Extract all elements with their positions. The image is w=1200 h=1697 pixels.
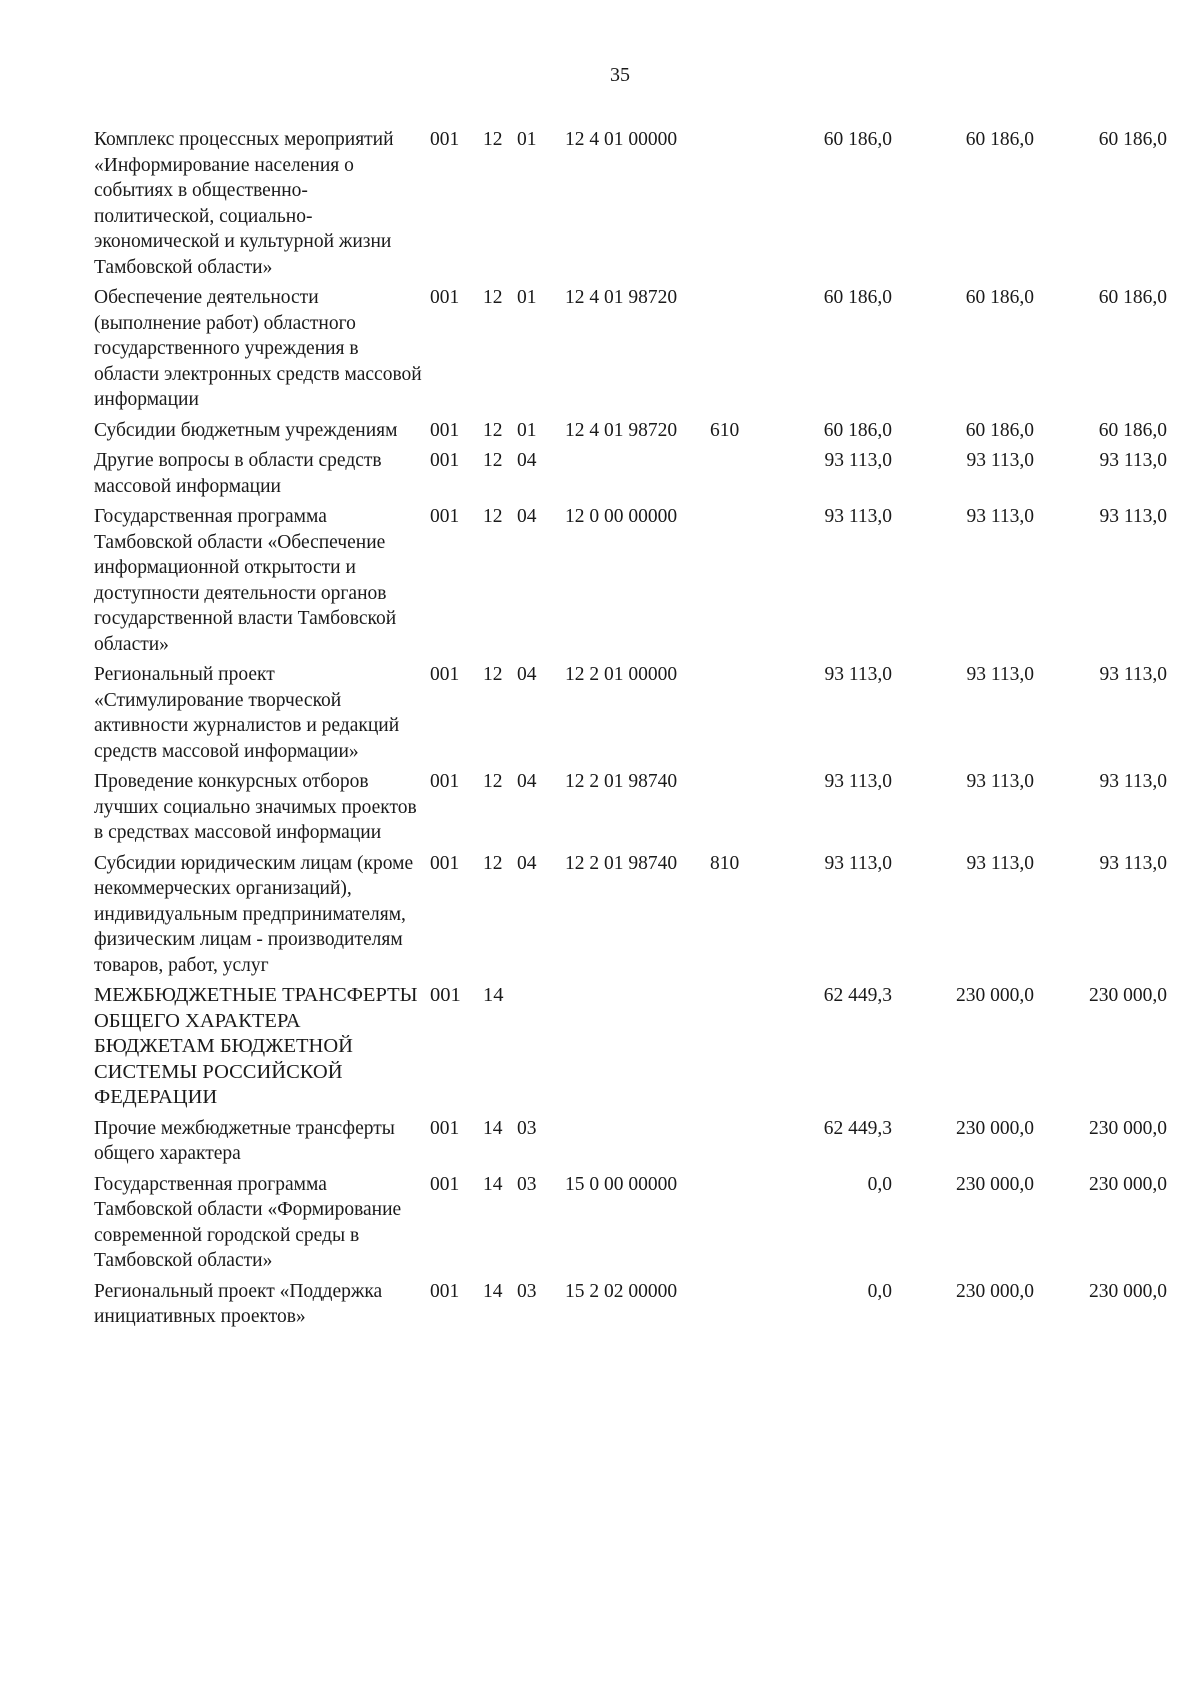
row-name: МЕЖБЮДЖЕТНЫЕ ТРАНСФЕРТЫ ОБЩЕГО ХАРАКТЕРА БЮДЖЕТАМ БЮДЖЕТНОЙ СИСТЕМЫ РОССИЙСКОЙ ФЕДЕРАЦИИ [94,984,418,1108]
cell-csr: 12 4 01 98720 [565,287,678,308]
budget-table [0,127,1200,1330]
cell-pr: 01 [517,419,537,441]
cell-year-1: 93 113,0 [824,852,892,874]
cell-csr: 12 4 01 98720 [565,419,678,441]
cell-rz: 12 [483,664,503,685]
row-name: Прочие межбюджетные трансферты общего характера [94,1117,395,1164]
cell-rz: 14 [483,1173,503,1195]
cell-gr: 001 [430,506,460,527]
cell-year-3: 93 113,0 [1099,664,1167,685]
cell-year-3: 93 113,0 [1099,450,1167,471]
cell-pr: 03 [517,1117,537,1139]
cell-year-3: 230 000,0 [1089,1173,1167,1195]
cell-year-2: 93 113,0 [966,664,1034,685]
cell-year-1: 93 113,0 [824,771,892,792]
cell-gr: 001 [430,419,460,441]
cell-year-2: 230 000,0 [956,985,1034,1006]
cell-gr: 001 [430,1173,460,1195]
cell-vr: 610 [710,419,740,441]
row-name: Региональный проект «Поддержка инициативных проектов» [94,1280,383,1327]
cell-rz: 12 [483,129,503,150]
cell-year-1: 93 113,0 [824,450,892,471]
cell-rz: 12 [483,852,503,874]
table-row [0,504,1200,657]
cell-year-2: 93 113,0 [966,771,1034,792]
cell-gr: 001 [430,1280,460,1302]
row-name: Обеспечение деятельности (выполнение работ) областного государственного учреждения в области электронных средств массовой информации [94,287,422,410]
cell-rz: 12 [483,419,503,441]
cell-gr: 001 [430,1117,460,1139]
row-name: Проведение конкурсных отборов лучших социально значимых проектов в средствах массовой информации [94,771,417,843]
cell-year-1: 62 449,3 [823,1117,892,1139]
cell-year-2: 60 186,0 [965,419,1034,441]
row-name: Субсидии юридическим лицам (кроме некоммерческих организаций), индивидуальным предпринимателям, физическим лицам - производителям товаров, работ, услуг [94,852,414,976]
cell-year-2: 60 186,0 [965,129,1034,150]
row-name: Региональный проект «Стимулирование творческой активности журналистов и редакций средств массовой информации» [94,664,400,762]
cell-year-3: 93 113,0 [1099,852,1167,874]
table-row [0,418,1200,444]
row-name: Государственная программа Тамбовской области «Обеспечение информационной открытости и доступности деятельности органов государственной власти Тамбовской области» [94,506,397,655]
cell-vr: 810 [710,852,740,874]
cell-gr: 001 [430,287,460,308]
cell-pr: 03 [517,1280,537,1302]
cell-pr: 01 [517,129,537,150]
cell-year-2: 93 113,0 [966,506,1034,527]
cell-pr: 04 [517,771,537,792]
cell-year-2: 230 000,0 [956,1280,1034,1302]
cell-pr: 04 [517,852,537,874]
cell-gr: 001 [430,664,460,685]
table-row [0,662,1200,764]
cell-year-1: 60 186,0 [823,287,892,308]
cell-csr: 15 0 00 00000 [565,1173,678,1195]
cell-year-1: 60 186,0 [823,129,892,150]
cell-year-1: 0,0 [867,1280,892,1302]
row-name: Другие вопросы в области средств массовой информации [94,450,382,497]
cell-year-2: 93 113,0 [966,852,1034,874]
cell-year-3: 93 113,0 [1099,506,1167,527]
cell-csr: 12 2 01 00000 [565,664,678,685]
table-row [0,448,1200,499]
cell-csr: 12 2 01 98740 [565,771,678,792]
cell-year-1: 93 113,0 [824,664,892,685]
cell-year-3: 230 000,0 [1089,985,1167,1006]
cell-rz: 14 [483,984,504,1006]
cell-year-2: 93 113,0 [966,450,1034,471]
cell-pr: 04 [517,664,537,685]
cell-year-3: 230 000,0 [1089,1280,1167,1302]
cell-year-3: 60 186,0 [1098,287,1167,308]
cell-rz: 12 [483,771,503,792]
cell-year-1: 93 113,0 [824,506,892,527]
cell-year-1: 62 449,3 [823,985,892,1006]
cell-pr: 04 [517,506,537,527]
row-name: Государственная программа Тамбовской области «Формирование современной городской среды в Тамбовской области» [94,1173,402,1271]
cell-pr: 04 [517,450,537,471]
table-row [0,983,1200,1111]
cell-rz: 12 [483,450,503,471]
cell-rz: 12 [483,287,503,308]
table-row [0,769,1200,846]
cell-year-3: 60 186,0 [1098,419,1167,441]
cell-year-2: 230 000,0 [956,1173,1034,1195]
cell-gr: 001 [430,852,460,874]
table-row [0,1116,1200,1167]
cell-csr: 12 2 01 98740 [565,852,678,874]
page-number: 35 [610,64,630,86]
cell-csr: 15 2 02 00000 [565,1280,678,1302]
table-row [0,127,1200,280]
cell-year-2: 230 000,0 [956,1117,1034,1139]
cell-pr: 01 [517,287,537,308]
cell-csr: 12 0 00 00000 [565,506,678,527]
cell-rz: 14 [483,1280,503,1302]
row-name: Субсидии бюджетным учреждениям [94,419,398,441]
cell-rz: 14 [483,1117,503,1139]
table-row [0,1279,1200,1330]
row-name: Комплекс процессных мероприятий «Информирование населения о событиях в общественно-политической, социально-экономической и культурной жизни Тамбовской области» [94,129,394,278]
cell-gr: 001 [430,984,461,1006]
cell-pr: 03 [517,1173,537,1195]
table-row [0,851,1200,979]
cell-gr: 001 [430,450,460,471]
cell-year-1: 0,0 [867,1173,892,1195]
cell-year-3: 230 000,0 [1089,1117,1167,1139]
cell-gr: 001 [430,771,460,792]
cell-csr: 12 4 01 00000 [565,129,678,150]
table-row [0,1172,1200,1274]
cell-gr: 001 [430,129,460,150]
cell-year-3: 60 186,0 [1098,129,1167,150]
table-row [0,285,1200,413]
cell-year-3: 93 113,0 [1099,771,1167,792]
cell-rz: 12 [483,506,503,527]
cell-year-2: 60 186,0 [965,287,1034,308]
cell-year-1: 60 186,0 [823,419,892,441]
